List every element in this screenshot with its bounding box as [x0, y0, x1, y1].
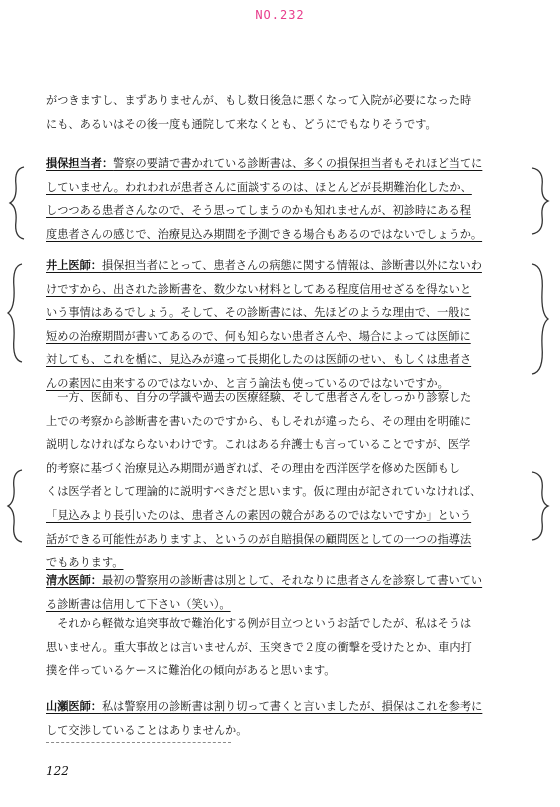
- text-line: [46, 695, 516, 719]
- text-line: いう事情はあるでしょう。そして、その診断書には、先ほどのような理由で、一般に: [46, 306, 471, 320]
- text-line: にも、あるいはその後一度も通院して来なくとも、どうにでもなりそうです。: [46, 117, 437, 131]
- text-line: 一方、医師も、自分の学識や過去の医療経験、そして患者さんをしっかり診察した: [46, 391, 472, 404]
- paragraph-dr-inoue: [46, 254, 516, 396]
- text-line: しつつある患者さんなので、そう思ってしまうのかも知れませんが、初診時にある程: [46, 204, 471, 218]
- left-brace-mark: [8, 165, 26, 241]
- right-brace-mark: [528, 262, 550, 376]
- paragraph-continuation: [46, 89, 516, 136]
- text-line-content: 私は警察用の診断書は割り切って書くと言いましたが、損保はこれを参考に: [101, 700, 483, 713]
- text-line: けですから、出された診断書を、数少ない材料としてある程度信用せざるを得ないと: [46, 282, 472, 296]
- left-brace-mark: [6, 468, 24, 544]
- scan-artifact-line: [46, 742, 231, 743]
- text-line: でもあります。: [46, 556, 124, 570]
- text-line: 上での考察から診断書を書いたのですから、もしそれが違ったら、その理由を明確に: [46, 414, 472, 428]
- paragraph-dr-shimizu: [46, 569, 516, 616]
- text-line: して交渉していることはありませんか。: [46, 723, 248, 737]
- text-line: くは医学者として理論的に説明すべきだと思います。仮に理由が記されていなければ、: [46, 485, 482, 499]
- text-line: [46, 569, 516, 593]
- speaker-label: 損保担当者：: [46, 157, 114, 170]
- speaker-label: 清水医師：: [46, 574, 102, 587]
- text-line: 対しても、これを楯に、見込みが違って長期化したのは医師のせい、もしくは患者さ: [46, 353, 472, 367]
- page-id: NO.232: [255, 8, 305, 22]
- speaker-label: 山瀬医師：: [46, 700, 102, 713]
- paragraph-doctor-explanation: [46, 386, 516, 575]
- text-line: 短めの治療期間が書いてあるので、何も知らない患者さんや、場合によっては医師に: [46, 329, 471, 343]
- text-line: していません。われわれが患者さんに面談するのは、ほとんどが長期難治化したか、: [46, 180, 472, 194]
- text-line: る診断書は信用して下さい（笑い）。: [46, 597, 231, 611]
- text-line-content: 警察の要請で書かれている診断書は、多くの損保担当者もそれほど当てに: [113, 157, 483, 170]
- text-line: 度患者さんの感じで、治療見込み期間を予測できる場合もあるのではないでしょうか。: [46, 227, 483, 241]
- left-brace-mark: [6, 262, 24, 364]
- text-line: それから軽微な追突事故で難治化する例が目立つというお話でしたが、私はそうは: [46, 617, 472, 630]
- page-number: 122: [46, 764, 69, 778]
- text-line-content: 最初の警察用の診断書は別として、それなりに患者さんを診察して書いてい: [101, 574, 483, 587]
- text-line: がつきますし、まずありませんが、もし数日後急に悪くなって入院が必要になった時: [46, 94, 472, 107]
- text-line-content: 損保担当者にとって、患者さんの病態に関する情報は、診断書以外にないわ: [101, 259, 482, 272]
- text-line: [46, 152, 516, 176]
- text-line: 思いません。重大事故とは言いませんが、玉突きで２度の衝撃を受けたとか、車内打: [46, 640, 472, 654]
- text-line: 話ができる可能性がありますよ、というのが自賠損保の顧問医としての一つの指導法: [46, 532, 472, 546]
- text-line: 的考察に基づく治療見込み期間が過ぎれば、その理由を西洋医学を修めた医師もし: [46, 461, 460, 475]
- text-line: [46, 254, 516, 278]
- text-line: 撲を伴っているケースに難治化の傾向があると思います。: [46, 664, 336, 678]
- speaker-label: 井上医師：: [46, 259, 102, 272]
- paragraph-insurance-rep: [46, 152, 516, 246]
- paragraph-shimizu-continued: [46, 612, 516, 683]
- right-brace-mark: [528, 470, 550, 542]
- text-line: んの素因に由来するのではないか、と言う論法も使っているのではないですか。: [46, 376, 449, 390]
- text-line: 「見込みより長引いたのは、患者さんの素因の競合があるのではないですか」という: [46, 508, 472, 522]
- right-brace-mark: [528, 166, 550, 236]
- text-line: 説明しなければならないわけです。これはある弁護士も言っていることですが、医学: [46, 438, 471, 452]
- paragraph-dr-yamase: [46, 695, 516, 742]
